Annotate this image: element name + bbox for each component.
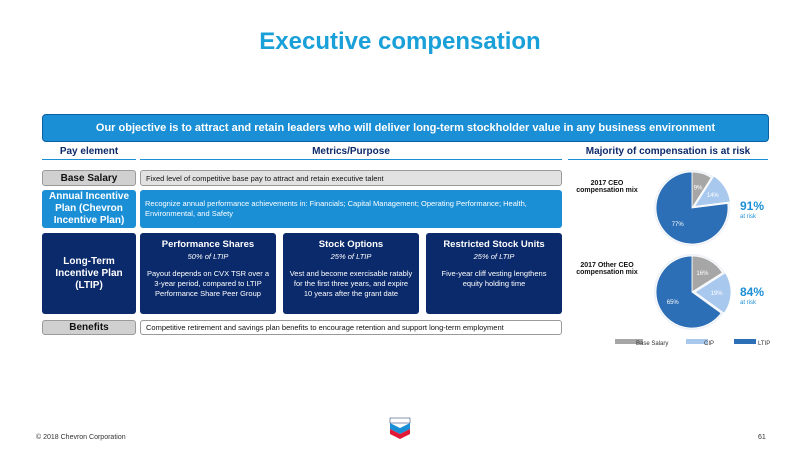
ltip-item-title: Restricted Stock Units bbox=[443, 239, 545, 250]
pie-data-label: 65% bbox=[666, 299, 679, 306]
annual-incentive-desc: Recognize annual performance achievements in: Financials; Capital Management; Operating Performance; Health, Environmental, and Safety bbox=[140, 190, 562, 228]
base-salary-desc: Fixed level of competitive base pay to attract and retain executive talent bbox=[140, 170, 562, 186]
ltip-item-restricted-stock-units bbox=[426, 233, 562, 314]
ltip-item-desc: Five-year cliff vesting lengthens equity holding time bbox=[441, 269, 547, 288]
ltip-item-share: 25% of LTIP bbox=[330, 252, 372, 261]
ceo-at-risk-label: at risk bbox=[740, 214, 757, 220]
legend-label-ltip: LTIP bbox=[758, 341, 771, 347]
header-majority: Majority of compensation is at risk bbox=[568, 146, 768, 160]
legend-swatch-ltip bbox=[734, 339, 756, 344]
ltip-label: Long-Term Incentive Plan (LTIP) bbox=[42, 233, 136, 314]
legend-label-cip: CIP bbox=[704, 341, 715, 347]
ceo-pie-title: 2017 CEO compensation mix bbox=[576, 180, 638, 194]
header-pay-element: Pay element bbox=[42, 146, 136, 160]
header-metrics: Metrics/Purpose bbox=[140, 146, 562, 160]
copyright: © 2018 Chevron Corporation bbox=[36, 434, 126, 441]
ltip-item-desc: Vest and become exercisable ratably for the first three years, and expire 10 years after the grant date bbox=[289, 269, 413, 298]
objective-banner: Our objective is to attract and retain leaders who will deliver long-term stockholder value in any business environment bbox=[42, 114, 769, 142]
base-salary-label: Base Salary bbox=[42, 170, 136, 186]
chevron-logo bbox=[388, 412, 412, 440]
other-ceo-at-risk-value: 84% bbox=[740, 285, 765, 299]
annual-incentive-label: Annual Incentive Plan (Chevron Incentive Plan) bbox=[42, 190, 136, 228]
page-number: 61 bbox=[758, 434, 766, 441]
benefits-label: Benefits bbox=[42, 320, 136, 335]
ltip-item-title: Stock Options bbox=[318, 239, 384, 250]
ceo-at-risk-value: 91% bbox=[740, 199, 765, 213]
pie-data-label: 14% bbox=[706, 192, 719, 199]
other-ceo-pie-chart bbox=[650, 252, 740, 332]
ltip-item-desc: Payout depends on CVX TSR over a 3-year period, compared to LTIP Performance Share Peer Group bbox=[146, 269, 270, 298]
ltip-item-performance-shares bbox=[140, 233, 276, 314]
ltip-item-share: 50% of LTIP bbox=[187, 252, 229, 261]
ltip-item-title: Performance Shares bbox=[161, 239, 255, 250]
page-title: Executive compensation bbox=[259, 28, 541, 55]
pie-data-label: 16% bbox=[696, 271, 709, 278]
other-ceo-at-risk-label: at risk bbox=[740, 300, 757, 306]
legend-label-base-salary: Base Salary bbox=[636, 341, 669, 347]
ltip-item-share: 25% of LTIP bbox=[473, 252, 515, 261]
pie-data-label: 77% bbox=[671, 222, 684, 229]
pie-data-label: 19% bbox=[710, 290, 723, 297]
pie-data-label: 9% bbox=[693, 185, 703, 192]
ceo-pie-chart bbox=[650, 168, 740, 248]
ltip-item-stock-options bbox=[283, 233, 419, 314]
benefits-desc: Competitive retirement and savings plan benefits to encourage retention and support long-term employment bbox=[140, 320, 562, 335]
other-ceo-pie-title: 2017 Other CEO compensation mix bbox=[576, 262, 638, 276]
